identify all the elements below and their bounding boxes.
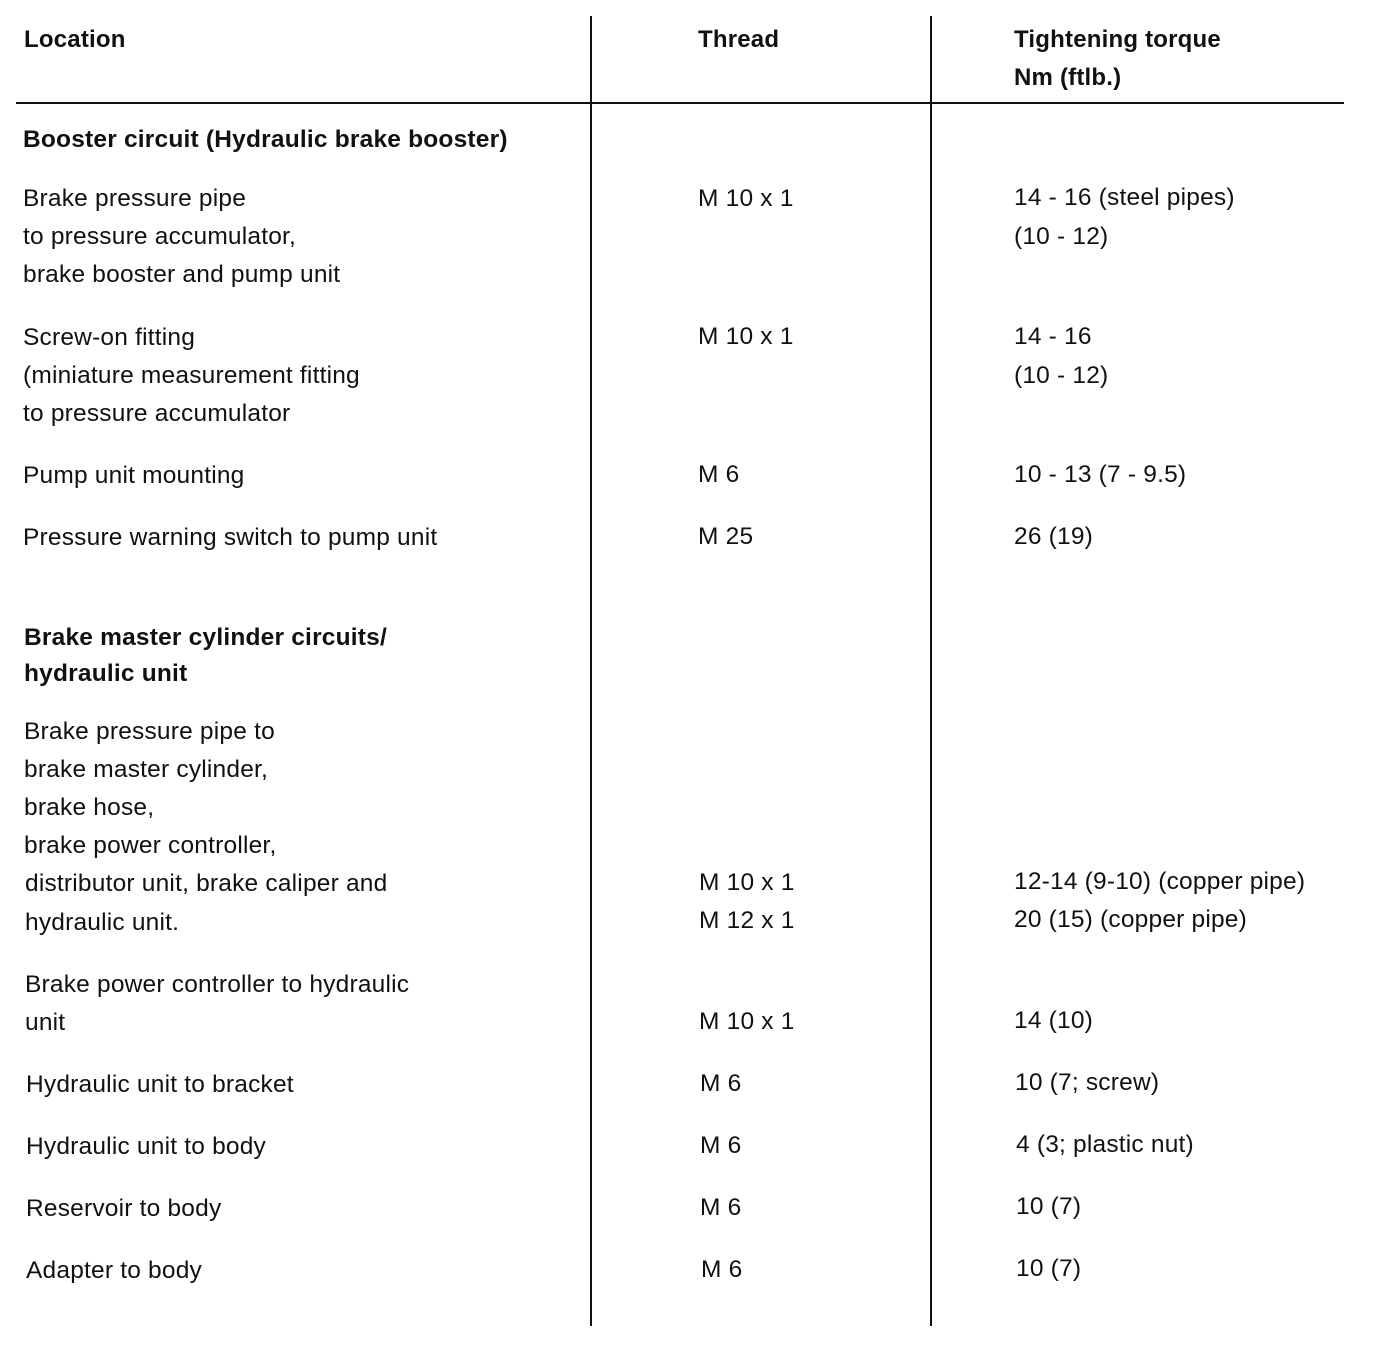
- header-rule: [16, 102, 1344, 104]
- torque-value: 4 (3; plastic nut): [1016, 1131, 1194, 1158]
- location-line: to pressure accumulator: [23, 400, 291, 427]
- torque-value: (10 - 12): [1014, 223, 1109, 250]
- torque-value: 26 (19): [1014, 523, 1094, 550]
- location-line: Pump unit mounting: [23, 462, 245, 489]
- torque-value: 14 - 16: [1014, 323, 1092, 350]
- location-line: distributor unit, brake caliper and: [25, 870, 388, 897]
- torque-value: 10 (7): [1016, 1255, 1082, 1282]
- thread-value: M 10 x 1: [698, 185, 794, 212]
- torque-value: 10 (7): [1016, 1193, 1082, 1220]
- location-line: Pressure warning switch to pump unit: [23, 524, 438, 551]
- location-line: Reservoir to body: [26, 1195, 222, 1222]
- torque-value: 14 (10): [1014, 1007, 1094, 1034]
- header-torque-line2: Nm (ftlb.): [1014, 64, 1122, 91]
- torque-value: (10 - 12): [1014, 362, 1109, 389]
- column-divider-1: [590, 16, 592, 1326]
- section-title-master-cylinder: hydraulic unit: [24, 660, 188, 687]
- thread-value: M 6: [698, 461, 740, 488]
- location-line: Brake pressure pipe to: [24, 718, 275, 745]
- location-line: unit: [25, 1009, 66, 1036]
- location-line: (miniature measurement fitting: [23, 362, 360, 389]
- torque-value: 14 - 16 (steel pipes): [1014, 184, 1235, 211]
- thread-value: M 12 x 1: [699, 907, 795, 934]
- section-title-master-cylinder: Brake master cylinder circuits/: [24, 624, 387, 651]
- thread-value: M 10 x 1: [699, 869, 795, 896]
- location-line: Brake power controller to hydraulic: [25, 971, 410, 998]
- header-thread: Thread: [698, 26, 780, 53]
- thread-value: M 6: [700, 1070, 742, 1097]
- thread-value: M 6: [700, 1194, 742, 1221]
- torque-value: 12-14 (9-10) (copper pipe): [1014, 868, 1306, 895]
- torque-value: 10 (7; screw): [1015, 1069, 1160, 1096]
- location-line: to pressure accumulator,: [23, 223, 297, 250]
- location-line: brake hose,: [24, 794, 155, 821]
- location-line: Hydraulic unit to body: [26, 1133, 266, 1160]
- column-divider-2: [930, 16, 932, 1326]
- location-line: brake master cylinder,: [24, 756, 269, 783]
- torque-value: 10 - 13 (7 - 9.5): [1014, 461, 1187, 488]
- thread-value: M 10 x 1: [699, 1008, 795, 1035]
- thread-value: M 6: [701, 1256, 743, 1283]
- location-line: brake power controller,: [24, 832, 277, 859]
- header-location: Location: [24, 26, 126, 53]
- thread-value: M 6: [700, 1132, 742, 1159]
- header-torque-line1: Tightening torque: [1014, 26, 1221, 53]
- location-line: Screw-on fitting: [23, 324, 196, 351]
- location-line: Hydraulic unit to bracket: [26, 1071, 294, 1098]
- location-line: Adapter to body: [26, 1257, 202, 1284]
- thread-value: M 25: [698, 523, 754, 550]
- thread-value: M 10 x 1: [698, 323, 794, 350]
- torque-value: 20 (15) (copper pipe): [1014, 906, 1247, 933]
- location-line: hydraulic unit.: [25, 909, 180, 936]
- location-line: brake booster and pump unit: [23, 261, 341, 288]
- location-line: Brake pressure pipe: [23, 185, 247, 212]
- section-title-booster: Booster circuit (Hydraulic brake booster): [23, 126, 508, 153]
